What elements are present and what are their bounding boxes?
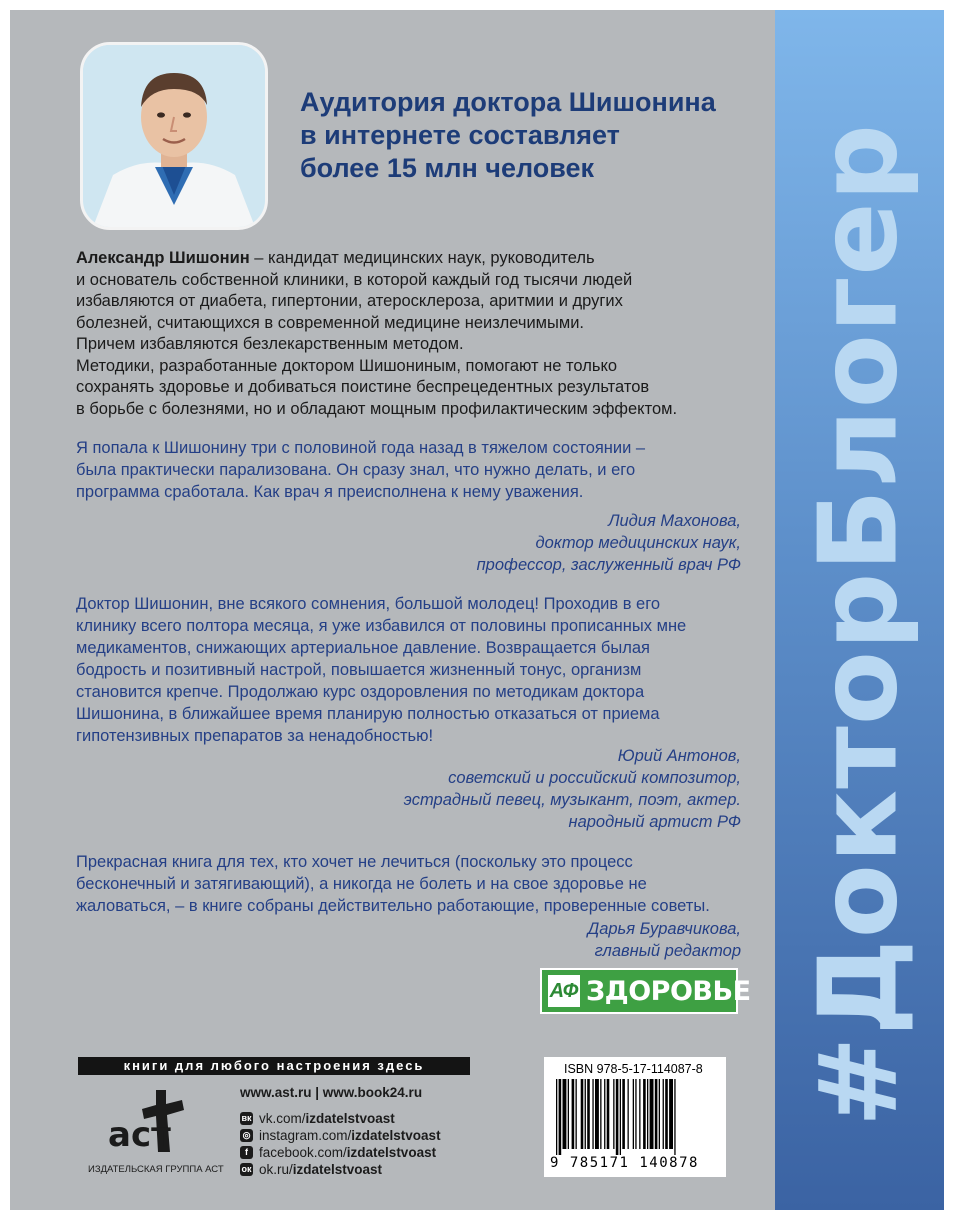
bio-line: сохранять здоровье и добиваться поистине беспрецедентных результатов	[76, 378, 650, 396]
barcode-bar	[622, 1079, 625, 1149]
bio-line: в борьбе с болезнями, но и обладают мощным профилактическим эффектом.	[76, 399, 678, 418]
barcode-bar	[604, 1079, 605, 1149]
isbn-number: ISBN 978-5-17-114087-8	[564, 1062, 703, 1076]
tagline-strip: книги для любого настроения здесь	[78, 1057, 470, 1075]
social-link-ok[interactable]	[240, 1161, 441, 1178]
barcode-bar	[581, 1079, 584, 1149]
instagram-icon: ◎	[240, 1129, 253, 1142]
barcode-bar	[568, 1079, 569, 1149]
af-logo-mark: АФ	[548, 975, 580, 1007]
barcode-bar	[613, 1079, 614, 1149]
social-handle: izdatelstvoast	[292, 1162, 383, 1177]
barcode-bar	[572, 1079, 575, 1149]
quote-line: программа сработала. Как врач я преисполнена к нему уважения.	[76, 483, 584, 501]
barcode-label	[544, 1057, 726, 1177]
barcode-bar	[592, 1079, 593, 1149]
barcode-bar	[559, 1079, 562, 1155]
testimonial-3-author	[588, 918, 741, 962]
author-line: Дарья Буравчикова,	[587, 920, 741, 938]
social-links	[240, 1110, 441, 1178]
author-portrait-illustration	[83, 45, 265, 227]
quote-line: гипотензивных препаратов за ненадобностью!	[76, 727, 434, 745]
ast-logo	[104, 1086, 194, 1156]
barcode-digits: 9 785171 140878	[550, 1155, 699, 1171]
barcode-bar	[633, 1079, 634, 1149]
headline-line: в интернете составляет	[300, 120, 620, 150]
vk-icon: вк	[241, 1113, 252, 1123]
social-prefix: vk.com/	[259, 1111, 306, 1126]
barcode-bar	[674, 1079, 675, 1155]
quote-line: бесконечный и затягивающий), а никогда не болеть и на свое здоровье не	[76, 875, 647, 893]
barcode-bar	[576, 1079, 577, 1149]
quote-line: Доктор Шишонин, вне всякого сомнения, большой молодец! Проходив в его	[76, 595, 661, 613]
quote-line: жаловаться, – в книге собраны действительно работающие, проверенные советы.	[76, 897, 710, 915]
barcode-bar	[585, 1079, 586, 1149]
barcode-bars	[556, 1079, 714, 1155]
headline-line: более 15 млн человек	[300, 153, 595, 183]
barcode-bar	[600, 1079, 601, 1149]
bio-line: Методики, разработанные доктором Шишониным, помогают не только	[76, 356, 618, 375]
social-handle: izdatelstvoast	[305, 1111, 395, 1126]
bio-line: Причем избавляются безлекарственным методом.	[76, 335, 464, 353]
publisher-websites[interactable]: www.ast.ru | www.book24.ru	[240, 1085, 423, 1100]
barcode-bar	[643, 1079, 646, 1149]
social-prefix: facebook.com/	[259, 1145, 347, 1160]
barcode-bar	[665, 1079, 668, 1149]
quote-line: медикаментов, снижающих артериальное давление. Возвращается былая	[76, 639, 650, 657]
barcode-bar	[563, 1079, 567, 1149]
barcode-bar	[620, 1079, 621, 1155]
quote-line: становится крепче. Продолжаю курс оздоровления по методикам доктора	[76, 683, 645, 701]
author-line: доктор медицинских наук,	[535, 534, 741, 552]
bio-line: и основатель собственной клиники, в которой каждый год тысячи людей	[76, 270, 633, 289]
author-line: советский и российский композитор,	[448, 769, 741, 787]
barcode-bar	[616, 1079, 619, 1155]
social-handle: izdatelstvoast	[346, 1145, 437, 1160]
author-line: главный редактор	[594, 942, 741, 960]
testimonial-2	[76, 593, 766, 747]
barcode-bar	[595, 1079, 599, 1149]
barcode-bar	[639, 1079, 640, 1149]
testimonial-2-author	[404, 745, 741, 833]
ast-logo-text: аст	[108, 1115, 171, 1155]
publisher-caption: ИЗДАТЕЛЬСКАЯ ГРУППА АСТ	[88, 1164, 224, 1175]
quote-line: бодрость и позитивный настрой, повышается жизненный тонус, организм	[76, 661, 642, 679]
spine-hashtag: #ДокторБлогер	[796, 123, 922, 1127]
quote-line: Прекрасная книга для тех, кто хочет не лечиться (поскольку это процесс	[76, 853, 633, 871]
bio-line: болезней, считающихся в современной медицине неизлечимыми.	[76, 313, 585, 332]
headline-line: Аудитория доктора Шишонина	[300, 87, 716, 117]
author-photo	[80, 42, 268, 230]
author-line: эстрадный певец, музыкант, поэт, актер.	[403, 791, 741, 809]
social-link-facebook[interactable]	[240, 1144, 441, 1161]
bio-text: – кандидат медицинских наук, руководитель	[249, 249, 595, 267]
barcode-bar	[655, 1079, 658, 1149]
testimonial-3	[76, 851, 766, 917]
author-name: Александр Шишонин	[76, 249, 250, 267]
quote-line: была практически парализована. Он сразу знал, что нужно делать, и его	[76, 461, 636, 479]
testimonial-1	[76, 437, 766, 503]
author-line: народный артист РФ	[568, 813, 741, 831]
barcode-bar	[628, 1079, 629, 1149]
social-prefix: ok.ru/	[259, 1162, 293, 1177]
barcode-bar	[663, 1079, 664, 1149]
barcode-bar	[607, 1079, 610, 1149]
social-link-vk[interactable]	[240, 1110, 441, 1127]
ok-icon: ок	[241, 1164, 252, 1174]
barcode-bar	[635, 1079, 636, 1149]
barcode-bar	[587, 1079, 590, 1149]
author-line: профессор, заслуженный врач РФ	[476, 556, 741, 574]
social-handle: izdatelstvoast	[351, 1128, 441, 1143]
quote-line: Шишонина, в ближайшее время планирую полностью отказаться от приема	[76, 705, 660, 723]
social-link-instagram[interactable]	[240, 1127, 441, 1144]
author-bio	[76, 248, 766, 420]
quote-line: Я попала к Шишонину три с половиной года назад в тяжелом состоянии –	[76, 439, 646, 457]
quote-line: клинику всего полтора месяца, я уже избавился от половины прописанных мне	[76, 617, 687, 635]
author-line: Лидия Махонова,	[608, 512, 741, 530]
author-line: Юрий Антонов,	[617, 747, 741, 765]
barcode-bar	[669, 1079, 673, 1149]
social-prefix: instagram.com/	[259, 1128, 352, 1143]
barcode-bar	[650, 1079, 654, 1149]
barcode-bar	[659, 1079, 660, 1149]
barcode-bar	[647, 1079, 648, 1149]
bio-line: избавляются от диабета, гипертонии, атеросклероза, аритмии и других	[76, 292, 623, 310]
barcode-bar	[556, 1079, 557, 1155]
headline	[300, 86, 750, 185]
zdorovye-imprint-logo	[540, 968, 751, 1014]
imprint-name: ЗДОРОВЬЕ	[586, 976, 751, 1007]
facebook-icon: f	[240, 1146, 253, 1159]
testimonial-1-author	[477, 510, 741, 576]
